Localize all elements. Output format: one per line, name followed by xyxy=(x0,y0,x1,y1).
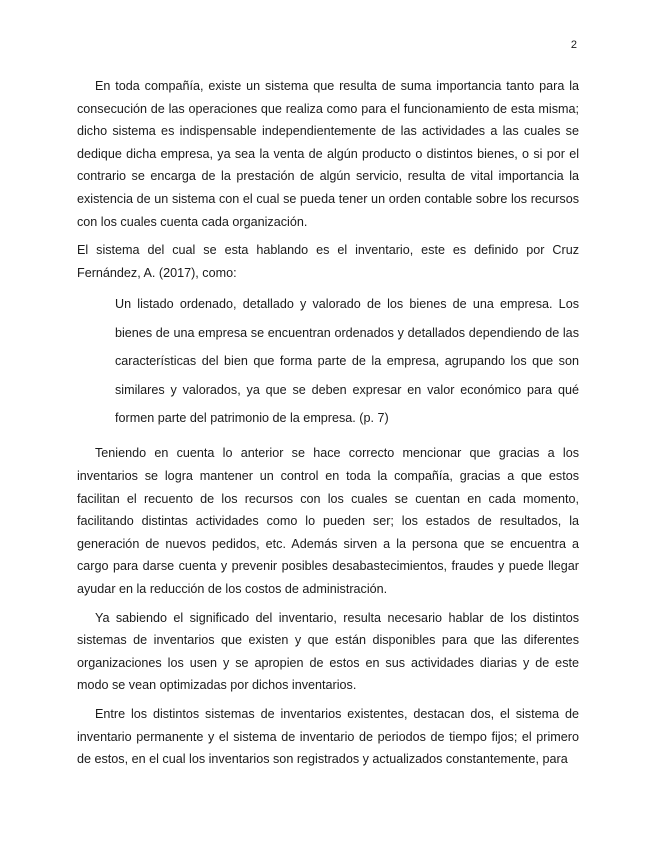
paragraph-systems: Ya sabiendo el significado del inventario, resulta necesario hablar de los distintos sistemas de inventarios que existen y que están disponibles para que las diferentes organizaciones los usen y se apropien de estos en sus actividades diarias y de este modo se vean optimizadas por dichos inventarios. xyxy=(77,610,579,693)
body-text xyxy=(77,75,579,771)
paragraph-control: Teniendo en cuenta lo anterior se hace correcto mencionar que gracias a los inventarios se logra mantener un control en toda la compañía, gracias a que estos facilitan el recuento de los recursos con los cuales se cuentan en cada momento, facilitando distintas actividades como lo pueden ser; los estados de resultados, la generación de nuevos pedidos, etc. Además sirven a la persona que se encuentra a cargo para darse cuenta y prevenir posibles desabastecimientos, fraudes y puede llegar ayudar en la reducción de los costos de administración. xyxy=(77,446,579,596)
paragraph-intro: En toda compañía, existe un sistema que resulta de suma importancia tanto para la consecución de las operaciones que realiza como para el funcionamiento de esta misma; dicho sistema es indispensable independientemente de las actividades a las cuales se dedique dicha empresa, ya sea la venta de algún producto o distintos bienes, o si por el contrario se encarga de la prestación de algún servicio, resulta de vital importancia la existencia de un sistema con el cual se pueda tener un orden contable sobre los recursos con los cuales cuenta cada organización. xyxy=(77,79,579,229)
paragraph-definition-lead: El sistema del cual se esta hablando es el inventario, este es definido por Cruz Fernández, A. (2017), como: xyxy=(77,243,579,280)
block-quote: Un listado ordenado, detallado y valorado de los bienes de una empresa. Los bienes de una empresa se encuentran ordenados y detallados dependiendo de las características del bien que forma parte de la empresa, agrupando los que son similares y valorados, ya que se deben expresar en valor económico para qué formen parte del patrimonio de la empresa. (p. 7) xyxy=(115,297,579,425)
paragraph-types: Entre los distintos sistemas de inventarios existentes, destacan dos, el sistema de inventario permanente y el sistema de inventario de periodos de tiempo fijos; el primero de estos, en el cual los inventarios son registrados y actualizados constantemente, para xyxy=(77,706,579,767)
page-number: 2 xyxy=(570,39,577,51)
